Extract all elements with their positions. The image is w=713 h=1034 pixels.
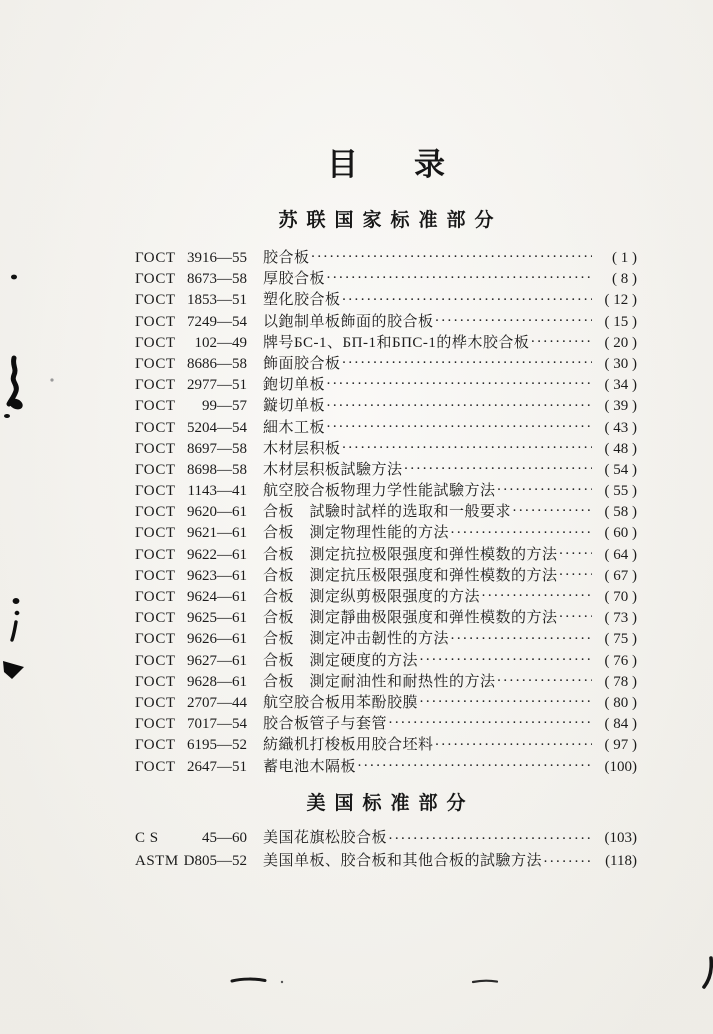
- page-number: ( 55 ): [604, 483, 637, 500]
- entry-title: 合板 測定硬度的方法: [263, 652, 419, 669]
- toc-entry: [135, 331, 637, 352]
- page-number: ( 8 ): [612, 271, 637, 288]
- page-number: ( 84 ): [604, 716, 637, 733]
- standard-org: ГОСТ: [135, 313, 176, 330]
- entry-title: 合板 測定耐油性和耐热性的方法: [263, 673, 496, 690]
- dot-leader: [559, 543, 592, 564]
- page-number: (100): [604, 758, 637, 775]
- page-number: (103): [604, 829, 637, 846]
- toc-entry: [135, 691, 637, 712]
- dot-leader: [404, 458, 592, 479]
- dot-leader: [450, 521, 592, 542]
- standard-org: ГОСТ: [135, 652, 176, 669]
- page-number: ( 39 ): [604, 398, 637, 415]
- standard-org: ГОСТ: [135, 610, 176, 627]
- page-number: ( 80 ): [604, 694, 637, 711]
- standard-org: ГОСТ: [135, 673, 176, 690]
- standard-org: ГОСТ: [135, 377, 176, 394]
- standard-number: D805—52: [183, 852, 247, 869]
- ink-dash: [12, 622, 16, 640]
- section-heading-soviet: 苏联国家标准部分: [278, 210, 503, 231]
- entry-title: 鏇切单板: [263, 398, 326, 415]
- entry-title: 合板 測定物理性能的方法: [263, 525, 450, 542]
- toc-entry: [135, 394, 637, 415]
- section-soviet-standards: [135, 210, 637, 776]
- toc-entry: [135, 543, 637, 564]
- ink-dot: [4, 414, 10, 418]
- standard-number: 9625—61: [187, 610, 247, 627]
- entry-title: 美国花旗松胶合板: [263, 829, 388, 846]
- standard-org: C S: [135, 829, 159, 846]
- entry-title: 合板 測定抗压极限强度和弹性模数的方法: [263, 567, 558, 584]
- entry-title: 合板 試驗时試样的选取和一般要求: [263, 504, 512, 521]
- page-number: ( 60 ): [604, 525, 637, 542]
- page-number: (118): [605, 852, 637, 869]
- dot-leader: [357, 755, 592, 776]
- standard-org: ГОСТ: [135, 250, 176, 266]
- standard-org: ГОСТ: [135, 546, 176, 563]
- entry-title: 飾面胶合板: [263, 355, 341, 372]
- entry-title: 紡織机打梭板用胶合坯料: [263, 737, 434, 754]
- entry-title: 木材层积板試驗方法: [263, 461, 403, 478]
- ink-dot: [15, 611, 20, 615]
- toc-entry: [135, 826, 637, 849]
- toc-entry: [135, 649, 637, 670]
- standard-number: 2977—51: [187, 377, 247, 394]
- standard-number: 102—49: [194, 334, 247, 351]
- toc-entry: [135, 521, 637, 542]
- dot-leader: [435, 310, 592, 331]
- bottom-speck: [281, 981, 283, 983]
- dot-leader: [419, 691, 592, 712]
- standard-number: 8698—58: [187, 461, 247, 478]
- standard-number: 8686—58: [187, 355, 247, 372]
- standard-number: 2647—51: [187, 758, 247, 775]
- page-number: ( 43 ): [604, 419, 637, 436]
- dot-leader: [512, 500, 592, 521]
- page-number: ( 34 ): [604, 377, 637, 394]
- standard-number: 1853—51: [187, 292, 247, 309]
- dot-leader: [543, 849, 592, 872]
- standard-number: 5204—54: [187, 419, 247, 436]
- standard-org: ASTM: [135, 852, 179, 869]
- entry-title: 細木工板: [263, 419, 326, 436]
- ink-squiggle: [9, 358, 16, 404]
- standard-org: ГОСТ: [135, 716, 176, 733]
- toc-entry: [135, 606, 637, 627]
- toc-entry: [135, 479, 637, 500]
- dot-leader: [388, 826, 592, 849]
- bottom-smear: [232, 979, 265, 981]
- toc-entry: [135, 288, 637, 309]
- dot-leader: [559, 564, 592, 585]
- page-number: ( 75 ): [604, 631, 637, 648]
- standard-org: ГОСТ: [135, 483, 176, 500]
- toc-entry: [135, 585, 637, 606]
- standard-org: ГОСТ: [135, 271, 176, 288]
- entry-title: 胶合板: [263, 250, 310, 266]
- page-title: [135, 148, 637, 182]
- title-char-right: 录: [414, 147, 445, 182]
- entry-title: 美国单板、胶合板和其他合板的試驗方法: [263, 852, 543, 869]
- dot-leader: [311, 246, 592, 267]
- standard-number: 9622—61: [187, 546, 247, 563]
- toc-entry: [135, 310, 637, 331]
- page-number: ( 12 ): [604, 292, 637, 309]
- toc-entry: [135, 627, 637, 648]
- toc-entry: [135, 564, 637, 585]
- standard-number: 9623—61: [187, 567, 247, 584]
- standard-org: ГОСТ: [135, 461, 176, 478]
- section-us-standards: [135, 793, 637, 872]
- standard-number: 2707—44: [187, 694, 247, 711]
- standard-number: 6195—52: [187, 737, 247, 754]
- dot-leader: [450, 627, 592, 648]
- toc-entry: [135, 849, 637, 872]
- section-heading-us: 美国标准部分: [306, 792, 475, 814]
- toc-entry: [135, 500, 637, 521]
- page-number: ( 67 ): [604, 567, 637, 584]
- ink-arrow-blob: [3, 661, 24, 679]
- dot-leader: [559, 606, 592, 627]
- standard-number: 8697—58: [187, 440, 247, 457]
- page-number: ( 76 ): [604, 652, 637, 669]
- standard-org: ГОСТ: [135, 355, 176, 372]
- dot-leader: [342, 288, 592, 309]
- toc-entry: [135, 458, 637, 479]
- standard-org: ГОСТ: [135, 525, 176, 542]
- toc-entry: [135, 712, 637, 733]
- entry-title: 牌号БС-1、БП-1和БПС-1的桦木胶合板: [263, 334, 530, 351]
- page-number: ( 58 ): [604, 504, 637, 521]
- standard-number: 9627—61: [187, 652, 247, 669]
- standard-number: 7249—54: [187, 313, 247, 330]
- entry-title: 胶合板管子与套管: [263, 716, 388, 733]
- standard-org: ГОСТ: [135, 334, 176, 351]
- toc-entry: [135, 670, 637, 691]
- entry-title: 合板 測定纵剪极限强度的方法: [263, 589, 481, 605]
- ink-speck: [50, 378, 53, 381]
- standard-org: ГОСТ: [135, 440, 176, 457]
- standard-number: 9624—61: [187, 589, 247, 605]
- standard-org: ГОСТ: [135, 504, 176, 521]
- toc-entry: [135, 352, 637, 373]
- dot-leader: [326, 267, 592, 288]
- toc-rows-soviet: [135, 246, 637, 776]
- standard-org: ГОСТ: [135, 419, 176, 436]
- entry-title: 以鉋制单板飾面的胶合板: [263, 313, 434, 330]
- page-number: ( 20 ): [604, 334, 637, 351]
- page-number: ( 30 ): [604, 355, 637, 372]
- edge-hook-mark: [704, 958, 711, 987]
- entry-title: 木材层积板: [263, 440, 341, 457]
- entry-title: 鉋切单板: [263, 377, 326, 394]
- page-number: ( 73 ): [604, 610, 637, 627]
- dot-leader: [530, 331, 592, 352]
- toc-entry: [135, 755, 637, 776]
- entry-title: 合板 測定抗拉极限强度和弹性模数的方法: [263, 546, 558, 563]
- dot-leader: [388, 712, 592, 733]
- ink-blob: [8, 397, 25, 412]
- standard-number: 1143—41: [187, 483, 247, 500]
- entry-title: 合板 測定靜曲极限强度和弹性模数的方法: [263, 610, 558, 627]
- standard-org: ГОСТ: [135, 737, 176, 754]
- standard-number: 9620—61: [187, 504, 247, 521]
- standard-number: 99—57: [202, 398, 247, 415]
- standard-number: 9628—61: [187, 673, 247, 690]
- dot-leader: [497, 670, 592, 691]
- entry-title: 厚胶合板: [263, 271, 326, 288]
- standard-org: ГОСТ: [135, 398, 176, 415]
- title-char-left: 目: [327, 147, 358, 182]
- standard-org: ГОСТ: [135, 631, 176, 648]
- page-content: [135, 0, 637, 872]
- dot-leader: [326, 373, 592, 394]
- ink-dot: [11, 275, 17, 280]
- toc-rows-us: [135, 826, 637, 872]
- standard-org: ГОСТ: [135, 567, 176, 584]
- toc-entry: [135, 246, 637, 267]
- page-number: ( 78 ): [604, 673, 637, 690]
- dot-leader: [342, 352, 592, 373]
- page-number: ( 97 ): [604, 737, 637, 754]
- toc-entry: [135, 437, 637, 458]
- page-number: ( 15 ): [604, 313, 637, 330]
- page-number: ( 64 ): [604, 546, 637, 563]
- dot-leader: [435, 733, 592, 754]
- standard-number: 8673—58: [187, 271, 247, 288]
- standard-org: ГОСТ: [135, 694, 176, 711]
- toc-entry: [135, 373, 637, 394]
- page-number: ( 54 ): [604, 461, 637, 478]
- standard-org: ГОСТ: [135, 292, 176, 309]
- dot-leader: [326, 416, 592, 437]
- entry-title: 合板 測定冲击韌性的方法: [263, 631, 450, 648]
- dot-leader: [326, 394, 592, 415]
- dot-leader: [497, 479, 592, 500]
- standard-org: ГОСТ: [135, 589, 176, 605]
- dot-leader: [419, 649, 592, 670]
- standard-org: ГОСТ: [135, 758, 176, 775]
- standard-number: 45—60: [202, 829, 247, 846]
- ink-dot: [13, 598, 20, 604]
- entry-title: 蓄电池木隔板: [263, 758, 357, 775]
- standard-number: 9626—61: [187, 631, 247, 648]
- standard-number: 9621—61: [187, 525, 247, 542]
- entry-title: 航空胶合板用苯酚胶膜: [263, 694, 419, 711]
- page-number: ( 70 ): [604, 589, 637, 605]
- page-number: ( 1 ): [612, 250, 637, 266]
- entry-title: 塑化胶合板: [263, 292, 341, 309]
- toc-entry: [135, 267, 637, 288]
- page-number: ( 48 ): [604, 440, 637, 457]
- standard-number: 3916—55: [187, 250, 247, 266]
- bottom-smear: [473, 981, 497, 982]
- dot-leader: [342, 437, 592, 458]
- toc-entry: [135, 733, 637, 754]
- toc-entry: [135, 416, 637, 437]
- entry-title: 航空胶合板物理力学性能試驗方法: [263, 483, 496, 500]
- standard-number: 7017—54: [187, 716, 247, 733]
- dot-leader: [481, 585, 592, 606]
